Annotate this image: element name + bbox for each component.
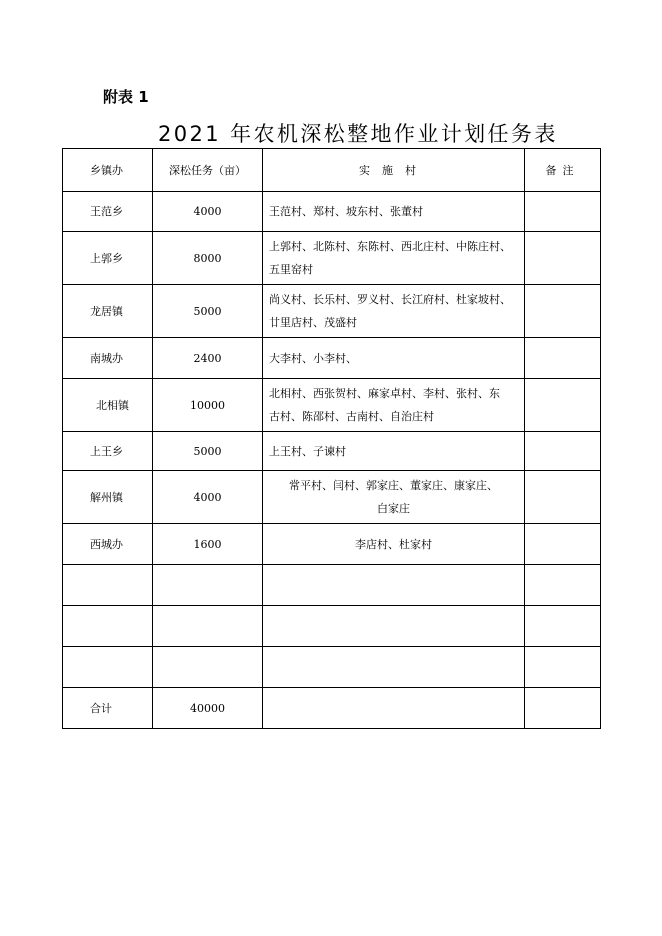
town-cell: 南城办	[63, 338, 153, 379]
villages-line: 常平村、闫村、郭家庄、董家庄、康家庄、	[289, 479, 498, 492]
town-cell: 龙居镇	[63, 285, 153, 338]
villages-cell	[263, 192, 525, 232]
town-cell	[63, 647, 153, 688]
note-cell	[525, 232, 601, 285]
villages-cell	[263, 432, 525, 471]
header-note: 备注	[525, 149, 601, 192]
villages-line: 北相村、西张贺村、麻家卓村、李村、张村、东	[269, 387, 500, 400]
villages-line: 白家庄	[377, 502, 410, 515]
note-cell	[525, 338, 601, 379]
villages-cell	[263, 688, 525, 729]
villages-cell	[263, 647, 525, 688]
note-cell	[525, 647, 601, 688]
header-villages: 实施村	[263, 149, 525, 192]
table-row	[63, 192, 601, 232]
total-label: 合计	[63, 688, 153, 729]
task-cell: 2400	[153, 338, 263, 379]
villages-cell	[263, 232, 525, 285]
note-cell	[525, 432, 601, 471]
note-cell	[525, 688, 601, 729]
table-row	[63, 471, 601, 524]
note-cell	[525, 192, 601, 232]
note-cell	[525, 471, 601, 524]
task-cell: 5000	[153, 432, 263, 471]
task-cell	[153, 647, 263, 688]
town-cell	[63, 606, 153, 647]
page-title: 2021 年农机深松整地作业计划任务表	[158, 122, 558, 146]
villages-line: 五里窑村	[269, 263, 313, 276]
villages-cell	[263, 379, 525, 432]
note-cell	[525, 285, 601, 338]
task-cell: 10000	[153, 379, 263, 432]
town-cell: 解州镇	[63, 471, 153, 524]
note-cell	[525, 606, 601, 647]
total-row	[63, 688, 601, 729]
header-town: 乡镇办	[63, 149, 153, 192]
note-cell	[525, 379, 601, 432]
table-row	[63, 232, 601, 285]
town-cell: 北相镇	[63, 379, 153, 432]
villages-cell	[263, 338, 525, 379]
villages-cell	[263, 285, 525, 338]
villages-line: 古村、陈邵村、古南村、自治庄村	[269, 410, 434, 423]
table-row	[63, 524, 601, 565]
empty-row	[63, 647, 601, 688]
town-cell	[63, 565, 153, 606]
town-cell: 上郭乡	[63, 232, 153, 285]
empty-row	[63, 565, 601, 606]
task-cell: 5000	[153, 285, 263, 338]
villages-line: 王范村、郑村、坡东村、张董村	[269, 205, 423, 218]
task-cell: 1600	[153, 524, 263, 565]
town-cell: 王范乡	[63, 192, 153, 232]
villages-line: 廿里店村、茂盛村	[269, 316, 357, 329]
town-cell: 上王乡	[63, 432, 153, 471]
task-cell	[153, 565, 263, 606]
note-cell	[525, 565, 601, 606]
table-row	[63, 338, 601, 379]
table-row	[63, 379, 601, 432]
villages-cell	[263, 606, 525, 647]
table-row	[63, 432, 601, 471]
note-cell	[525, 524, 601, 565]
task-cell: 8000	[153, 232, 263, 285]
villages-cell	[263, 565, 525, 606]
table-header-row	[63, 149, 601, 192]
villages-line: 尚义村、长乐村、罗义村、长江府村、杜家坡村、	[269, 293, 511, 306]
task-table	[62, 148, 601, 729]
task-cell	[153, 606, 263, 647]
town-cell: 西城办	[63, 524, 153, 565]
task-cell: 4000	[153, 471, 263, 524]
villages-line: 上郭村、北陈村、东陈村、西北庄村、中陈庄村、	[269, 240, 511, 253]
task-cell: 4000	[153, 192, 263, 232]
empty-row	[63, 606, 601, 647]
table-row	[63, 285, 601, 338]
header-task: 深松任务（亩）	[153, 149, 263, 192]
total-task: 40000	[153, 688, 263, 729]
villages-line: 大李村、小李村、	[269, 351, 357, 365]
appendix-label: 附表 1	[103, 88, 149, 106]
villages-cell	[263, 471, 525, 524]
villages-line: 上王村、子谏村	[269, 444, 346, 458]
villages-cell	[263, 524, 525, 565]
villages-line: 李店村、杜家村	[355, 537, 432, 551]
